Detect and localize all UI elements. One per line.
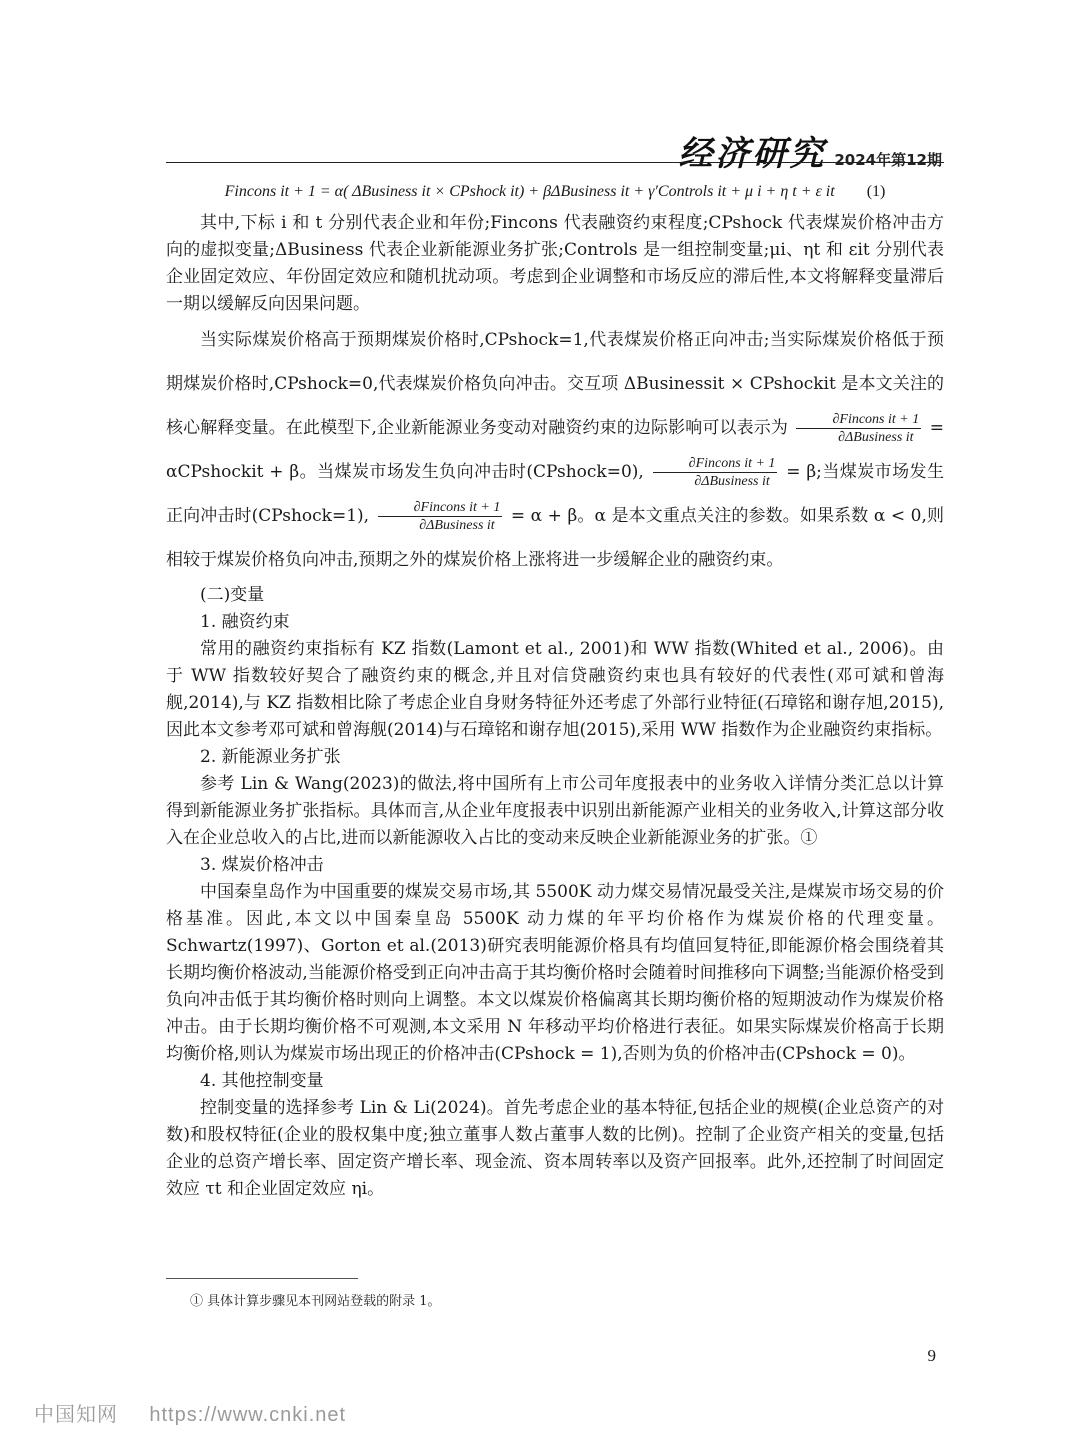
- subheading-new-energy-expansion: 2. 新能源业务扩张: [200, 747, 341, 767]
- paragraph-notation: 其中,下标 i 和 t 分别代表企业和年份;Fincons 代表融资约束程度;CPshock 代表煤炭价格冲击方向的虚拟变量;ΔBusiness 代表企业新能源业务扩张;Controls 是一组控制变量;μi、ηt 和 εit 分别代表企业固定效应、年份固定效应和随机扰动项。考虑到企业调整和市场反应的滞后性,本文将解释变量滞后一期以缓解反向因果问题。: [166, 213, 944, 314]
- watermark-url[interactable]: https://www.cnki.net: [149, 1404, 347, 1426]
- fraction-denominator: ∂ΔBusiness it: [694, 474, 770, 489]
- fraction-numerator: ∂Fincons it + 1: [378, 499, 503, 517]
- running-header: [678, 126, 942, 175]
- equation-text: Fincons it + 1 = α( ΔBusiness it × CPshock it) + βΔBusiness it + γ′Controls it + μ i + η t + ε it: [224, 183, 835, 200]
- watermark-site: 中国知网: [34, 1402, 118, 1426]
- fraction-derivative-1: [796, 411, 921, 446]
- page-number: 9: [927, 1346, 936, 1365]
- body-text: [166, 176, 944, 1203]
- equation-number: (1): [866, 183, 886, 200]
- paragraph-marginal-text-a: 当实际煤炭价格高于预期煤炭价格时,CPshock=1,代表煤炭价格正向冲击;当实际煤炭价格低于预期煤炭价格时,CPshock=0,代表煤炭价格负向冲击。交互项 ΔBusinessit × CPshockit 是本文关注的核心解释变量。在此模型下,企业新能源业务变动对融资约束的边际影响可以表示为: [166, 330, 944, 438]
- paragraph-marginal-effect: [166, 318, 944, 582]
- watermark: [34, 1398, 346, 1427]
- fraction-derivative-2: [653, 455, 778, 490]
- paragraph-marginal-text-d: = α + β。α 是本文重点关注的参数。如果系数 α < 0,则相较于煤炭价格负向冲击,预期之外的煤炭价格上涨将进一步缓解企业的融资约束。: [166, 506, 945, 570]
- footnote: ① 具体计算步骤见本刊网站登载的附录 1。: [190, 1294, 441, 1309]
- paragraph-marginal-text-b: = αCPshockit + β。当煤炭市场发生负向冲击时(CPshock=0),: [166, 418, 945, 482]
- subheading-financing-constraint: 1. 融资约束: [200, 612, 290, 632]
- paragraph-coal-price-shock: 中国秦皇岛作为中国重要的煤炭交易市场,其 5500K 动力煤交易情况最受关注,是煤炭市场交易的价格基准。因此,本文以中国秦皇岛 5500K 动力煤的年平均价格作为煤炭价格的代理变量。Schwartz(1997)、Gorton et al.(2013)研究表明能源价格具有均值回复特征,即能源价格会围绕着其长期均衡价格波动,当能源价格受到正向冲击高于其均衡价格时会随着时间推移向下调整;当能源价格受到负向冲击低于其均衡价格时则向上调整。本文以煤炭价格偏离其长期均衡价格的短期波动作为煤炭价格冲击。由于长期均衡价格不可观测,本文采用 N 年移动平均价格进行表征。如果实际煤炭价格高于长期均衡价格,则认为煤炭市场出现正的价格冲击(CPshock = 1),否则为负的价格冲击(CPshock = 0)。: [166, 882, 944, 1064]
- fraction-denominator: ∂ΔBusiness it: [838, 430, 914, 445]
- fraction-denominator: ∂ΔBusiness it: [419, 518, 495, 533]
- header-rule: [166, 162, 944, 163]
- paragraph-other-controls: 控制变量的选择参考 Lin & Li(2024)。首先考虑企业的基本特征,包括企业的规模(企业总资产的对数)和股权特征(企业的股权集中度;独立董事人数占董事人数的比例)。控制了企业资产相关的变量,包括企业的总资产增长率、固定资产增长率、现金流、资本周转率以及资产回报率。此外,还控制了时间固定效应 τt 和企业固定效应 ηi。: [166, 1098, 944, 1199]
- fraction-numerator: ∂Fincons it + 1: [796, 411, 921, 429]
- paragraph-marginal-text-c: = β;当煤炭市场发生正向冲击时(CPshock=1),: [166, 462, 944, 526]
- fraction-numerator: ∂Fincons it + 1: [653, 455, 778, 473]
- section-heading-variables: (二)变量: [200, 585, 265, 605]
- paragraph-new-energy-expansion: 参考 Lin & Wang(2023)的做法,将中国所有上市公司年度报表中的业务收入详情分类汇总以计算得到新能源业务扩张指标。具体而言,从企业年度报表中识别出新能源产业相关的业务收入,计算这部分收入在企业总收入的占比,进而以新能源收入占比的变动来反映企业新能源业务的扩张。①: [166, 774, 944, 848]
- paragraph-financing-constraint: 常用的融资约束指标有 KZ 指数(Lamont et al., 2001)和 WW 指数(Whited et al., 2006)。由于 WW 指数较好契合了融资约束的概念,并且对信贷融资约束也具有较好的代表性(邓可斌和曾海舰,2014),与 KZ 指数相比除了考虑企业自身财务特征外还考虑了外部行业特征(石璋铭和谢存旭,2015),因此本文参考邓可斌和曾海舰(2014)与石璋铭和谢存旭(2015),采用 WW 指数作为企业融资约束指标。: [166, 639, 944, 740]
- equation-1: [166, 176, 944, 208]
- subheading-other-controls: 4. 其他控制变量: [200, 1071, 324, 1091]
- subheading-coal-price-shock: 3. 煤炭价格冲击: [200, 855, 324, 875]
- journal-name: 经济研究: [678, 134, 827, 174]
- footnote-rule: [166, 1278, 358, 1279]
- issue-label: 2024年第12期: [834, 151, 942, 169]
- fraction-derivative-3: [378, 499, 503, 534]
